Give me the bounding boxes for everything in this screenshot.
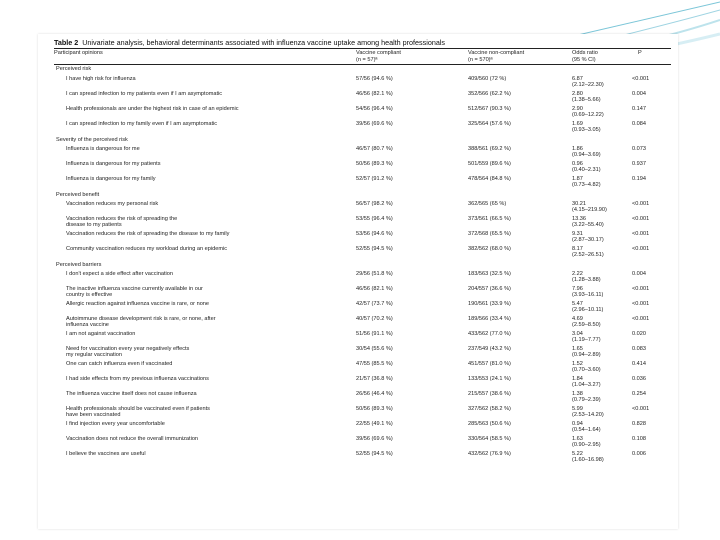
odds-ratio-cell <box>572 76 632 90</box>
cell-text: 52/55 (94.5 %) <box>356 245 393 252</box>
cell-text: 52/57 (91.2 %) <box>356 175 393 182</box>
cell-text: 1.84 <box>572 375 583 382</box>
odds-ratio-cell <box>572 216 632 230</box>
compliant-cell <box>356 231 456 238</box>
noncompliant-cell <box>468 331 568 338</box>
cell-text: <0.001 <box>632 200 650 207</box>
noncompliant-cell <box>468 271 568 278</box>
opinion-cell <box>66 286 366 300</box>
cell-text: (2.87–30.17) <box>572 237 604 244</box>
cell-text: 478/564 (84.8 %) <box>468 175 511 182</box>
noncompliant-cell <box>468 301 568 308</box>
noncompliant-cell <box>468 391 568 398</box>
compliant-cell <box>356 176 456 183</box>
header-line: Odds ratio <box>572 50 598 56</box>
cell-text: 388/561 (69.2 %) <box>468 145 511 152</box>
opinion-cell <box>66 246 366 253</box>
cell-text: I can spread infection to my family even if I am asymptomatic <box>66 120 218 127</box>
cell-text: 51/56 (91.1 %) <box>356 330 393 337</box>
cell-text: Perceived benefit <box>56 191 100 198</box>
header-rule <box>54 64 671 65</box>
p-value-cell <box>632 271 672 278</box>
cell-text: The influenza vaccine itself does not cause influenza <box>66 390 197 397</box>
cell-text: 1.65 <box>572 345 583 352</box>
p-value-cell <box>632 301 672 308</box>
odds-ratio-cell <box>572 331 632 345</box>
cell-text: 373/561 (66.5 %) <box>468 215 511 222</box>
cell-text: 204/557 (36.6 %) <box>468 285 511 292</box>
opinion-cell <box>66 301 366 308</box>
cell-text: Community vaccination reduces my workload during an epidemic <box>66 245 228 252</box>
noncompliant-cell <box>468 346 568 353</box>
cell-text: Autoimmune disease development risk is rare, or none, after <box>66 315 216 322</box>
header-line: (n = 570)ª <box>468 56 493 63</box>
header-vaccine-compliant <box>356 50 401 63</box>
header-line: (95 % CI) <box>572 56 596 63</box>
header-participant-opinions <box>54 50 103 57</box>
cell-text: (0.94–2.89) <box>572 352 601 359</box>
odds-ratio-cell <box>572 346 632 360</box>
p-value-cell <box>632 421 672 428</box>
p-value-cell <box>632 346 672 353</box>
cell-text: 0.083 <box>632 345 646 352</box>
opinion-cell <box>66 331 366 338</box>
cell-text: 40/57 (70.2 %) <box>356 315 393 322</box>
cell-text: <0.001 <box>632 215 650 222</box>
noncompliant-cell <box>468 176 568 183</box>
cell-text: I don't expect a side effect after vaccination <box>66 270 173 277</box>
cell-text: 30.21 <box>572 200 586 207</box>
compliant-cell <box>356 346 456 353</box>
cell-text: (2.59–8.50) <box>572 322 601 329</box>
cell-text: 0.96 <box>572 160 583 167</box>
odds-ratio-cell <box>572 316 632 330</box>
cell-text: 189/566 (33.4 %) <box>468 315 511 322</box>
cell-text: Vaccination reduces the risk of spreading the disease to my family <box>66 230 230 237</box>
cell-text: One can catch influenza even if vaccinated <box>66 360 173 367</box>
cell-text: (0.79–2.39) <box>572 397 601 404</box>
compliant-cell <box>356 421 456 428</box>
cell-text: 2.90 <box>572 105 583 112</box>
noncompliant-cell <box>468 436 568 443</box>
p-value-cell <box>632 286 672 293</box>
cell-text: 56/57 (98.2 %) <box>356 200 393 207</box>
cell-text: <0.001 <box>632 75 650 82</box>
cell-text: I have high risk for influenza <box>66 75 136 82</box>
cell-text: 133/553 (24.1 %) <box>468 375 511 382</box>
p-value-cell <box>632 391 672 398</box>
cell-text: 0.94 <box>572 420 583 427</box>
compliant-cell <box>356 406 456 413</box>
compliant-cell <box>356 201 456 208</box>
cell-text: 501/559 (89.6 %) <box>468 160 511 167</box>
cell-text: 29/56 (51.8 %) <box>356 270 393 277</box>
opinion-cell <box>66 436 366 443</box>
cell-text: Vaccination does not reduce the overall immunization <box>66 435 199 442</box>
p-value-cell <box>632 121 672 128</box>
cell-text: Perceived risk <box>56 66 92 72</box>
cell-text: Allergic reaction against influenza vaccine is rare, or none <box>66 300 210 307</box>
opinion-cell <box>66 216 366 230</box>
cell-text: Vaccination reduces my personal risk <box>66 200 159 207</box>
cell-text: 3.04 <box>572 330 583 337</box>
noncompliant-cell <box>468 146 568 153</box>
cell-text: Health professionals should be vaccinated even if patients <box>66 405 210 412</box>
p-value-cell <box>632 231 672 238</box>
odds-ratio-cell <box>572 201 632 215</box>
p-value-cell <box>632 331 672 338</box>
noncompliant-cell <box>468 376 568 383</box>
p-value-cell <box>632 76 672 83</box>
cell-text: (0.69–12.22) <box>572 112 604 119</box>
compliant-cell <box>356 121 456 128</box>
compliant-cell <box>356 286 456 293</box>
cell-text: <0.001 <box>632 405 650 412</box>
opinion-cell <box>66 391 366 398</box>
cell-text: 4.69 <box>572 315 583 322</box>
compliant-cell <box>356 391 456 398</box>
cell-text: I am not against vaccination <box>66 330 136 337</box>
compliant-cell <box>356 301 456 308</box>
p-value-cell <box>632 246 672 253</box>
opinion-cell <box>66 421 366 428</box>
cell-text: Need for vaccination every year negatively effects <box>66 345 190 352</box>
odds-ratio-cell <box>572 161 632 175</box>
cell-text: 0.036 <box>632 375 646 382</box>
opinion-cell <box>66 146 366 153</box>
cell-text: (2.12–22.30) <box>572 82 604 89</box>
cell-text: (4.15–219.90) <box>572 207 607 214</box>
cell-text: (0.94–3.69) <box>572 152 601 159</box>
opinion-cell <box>66 161 366 168</box>
compliant-cell <box>356 331 456 338</box>
cell-text: Perceived barriers <box>56 261 102 268</box>
cell-text: 0.073 <box>632 145 646 152</box>
cell-text: 5.99 <box>572 405 583 412</box>
cell-text: (0.54–1.64) <box>572 427 601 434</box>
cell-text: 13.36 <box>572 215 586 222</box>
p-value-cell <box>632 91 672 98</box>
cell-text: 53/55 (96.4 %) <box>356 215 393 222</box>
cell-text: 327/562 (58.2 %) <box>468 405 511 412</box>
noncompliant-cell <box>468 286 568 293</box>
noncompliant-cell <box>468 231 568 238</box>
odds-ratio-cell <box>572 106 632 120</box>
cell-text: I find injection every year uncomfortable <box>66 420 165 427</box>
cell-text: (2.52–26.51) <box>572 252 604 259</box>
noncompliant-cell <box>468 216 568 223</box>
odds-ratio-cell <box>572 176 632 190</box>
section-label <box>56 137 356 144</box>
cell-text: 52/55 (94.5 %) <box>356 450 393 457</box>
cell-text: 50/56 (89.3 %) <box>356 160 393 167</box>
cell-text: disease to my patients <box>66 222 122 229</box>
cell-text: 57/56 (94.6 %) <box>356 75 393 82</box>
cell-text: 46/56 (82.1 %) <box>356 90 393 97</box>
cell-text: (1.04–3.27) <box>572 382 601 389</box>
cell-text: 362/565 (65 %) <box>468 200 507 207</box>
cell-text: 285/563 (50.6 %) <box>468 420 511 427</box>
compliant-cell <box>356 106 456 113</box>
cell-text: 46/56 (82.1 %) <box>356 285 393 292</box>
odds-ratio-cell <box>572 451 632 465</box>
odds-ratio-cell <box>572 406 632 420</box>
header-line: (n = 57)ª <box>356 56 378 63</box>
noncompliant-cell <box>468 91 568 98</box>
cell-text: 9.31 <box>572 230 583 237</box>
noncompliant-cell <box>468 316 568 323</box>
cell-text: 0.020 <box>632 330 646 337</box>
compliant-cell <box>356 361 456 368</box>
p-value-cell <box>632 216 672 223</box>
cell-text: 512/567 (90.3 %) <box>468 105 511 112</box>
p-value-cell <box>632 436 672 443</box>
cell-text: Vaccination reduces the risk of spreading the <box>66 215 178 222</box>
header-p-value <box>638 50 642 57</box>
cell-text: 46/57 (80.7 %) <box>356 145 393 152</box>
compliant-cell <box>356 271 456 278</box>
cell-text: 1.86 <box>572 145 583 152</box>
cell-text: (0.93–3.05) <box>572 127 601 134</box>
cell-text: 0.414 <box>632 360 646 367</box>
compliant-cell <box>356 216 456 223</box>
odds-ratio-cell <box>572 246 632 260</box>
cell-text: I had side effects from my previous influenza vaccinations <box>66 375 209 382</box>
cell-text: 215/557 (38.6 %) <box>468 390 511 397</box>
odds-ratio-cell <box>572 421 632 435</box>
cell-text: 451/557 (81.0 %) <box>468 360 511 367</box>
cell-text: 53/56 (94.6 %) <box>356 230 393 237</box>
cell-text: 30/54 (55.6 %) <box>356 345 393 352</box>
cell-text: <0.001 <box>632 245 650 252</box>
compliant-cell <box>356 161 456 168</box>
cell-text: (0.70–3.60) <box>572 367 601 374</box>
cell-text: have been vaccinated <box>66 412 121 419</box>
cell-text: 54/56 (96.4 %) <box>356 105 393 112</box>
cell-text: 325/564 (57.6 %) <box>468 120 511 127</box>
table-document <box>38 34 678 529</box>
cell-text: 330/564 (58.5 %) <box>468 435 511 442</box>
cell-text: 50/56 (89.3 %) <box>356 405 393 412</box>
cell-text: 372/568 (65.5 %) <box>468 230 511 237</box>
cell-text: (2.53–14.20) <box>572 412 604 419</box>
noncompliant-cell <box>468 121 568 128</box>
opinion-cell <box>66 376 366 383</box>
odds-ratio-cell <box>572 231 632 245</box>
header-line: P <box>638 50 642 56</box>
cell-text: 39/56 (69.6 %) <box>356 120 393 127</box>
cell-text: <0.001 <box>632 285 650 292</box>
cell-text: 0.828 <box>632 420 646 427</box>
cell-text: 409/560 (72 %) <box>468 75 507 82</box>
cell-text: 190/561 (33.9 %) <box>468 300 511 307</box>
opinion-cell <box>66 76 366 83</box>
noncompliant-cell <box>468 76 568 83</box>
noncompliant-cell <box>468 161 568 168</box>
cell-text: 0.004 <box>632 90 646 97</box>
cell-text: I can spread infection to my patients even if I am asymptomatic <box>66 90 223 97</box>
cell-text: Influenza is dangerous for my patients <box>66 160 161 167</box>
header-line: Vaccine compliant <box>356 50 401 56</box>
cell-text: (0.40–2.31) <box>572 167 601 174</box>
compliant-cell <box>356 451 456 458</box>
table-title <box>54 38 445 47</box>
cell-text: (3.93–16.11) <box>572 292 604 299</box>
cell-text: 26/56 (46.4 %) <box>356 390 393 397</box>
cell-text: 2.22 <box>572 270 583 277</box>
noncompliant-cell <box>468 406 568 413</box>
noncompliant-cell <box>468 106 568 113</box>
opinion-cell <box>66 451 366 458</box>
compliant-cell <box>356 436 456 443</box>
cell-text: (1.60–16.98) <box>572 457 604 464</box>
cell-text: I believe the vaccines are useful <box>66 450 146 457</box>
cell-text: (3.22–55.40) <box>572 222 604 229</box>
cell-text: Severity of the perceived risk <box>56 136 128 143</box>
odds-ratio-cell <box>572 286 632 300</box>
cell-text: 22/55 (49.1 %) <box>356 420 393 427</box>
cell-text: 1.63 <box>572 435 583 442</box>
compliant-cell <box>356 76 456 83</box>
opinion-cell <box>66 106 366 113</box>
cell-text: (1.38–5.66) <box>572 97 601 104</box>
opinion-cell <box>66 271 366 278</box>
p-value-cell <box>632 406 672 413</box>
cell-text: 0.937 <box>632 160 646 167</box>
cell-text: my regular vaccination <box>66 352 122 359</box>
odds-ratio-cell <box>572 91 632 105</box>
cell-text: 42/57 (73.7 %) <box>356 300 393 307</box>
p-value-cell <box>632 146 672 153</box>
cell-text: 0.147 <box>632 105 646 112</box>
section-label <box>56 66 356 73</box>
opinion-cell <box>66 406 366 420</box>
cell-text: 39/56 (69.6 %) <box>356 435 393 442</box>
cell-text: 0.084 <box>632 120 646 127</box>
odds-ratio-cell <box>572 361 632 375</box>
p-value-cell <box>632 376 672 383</box>
p-value-cell <box>632 176 672 183</box>
cell-text: 0.006 <box>632 450 646 457</box>
odds-ratio-cell <box>572 391 632 405</box>
cell-text: <0.001 <box>632 300 650 307</box>
p-value-cell <box>632 106 672 113</box>
cell-text: 8.17 <box>572 245 583 252</box>
opinion-cell <box>66 91 366 98</box>
opinion-cell <box>66 176 366 183</box>
cell-text: <0.001 <box>632 315 650 322</box>
cell-text: (2.96–10.11) <box>572 307 604 314</box>
cell-text: (1.28–3.88) <box>572 277 601 284</box>
cell-text: country is effective <box>66 292 113 299</box>
p-value-cell <box>632 201 672 208</box>
cell-text: 0.108 <box>632 435 646 442</box>
cell-text: 183/563 (32.5 %) <box>468 270 511 277</box>
cell-text: 5.22 <box>572 450 583 457</box>
cell-text: 1.87 <box>572 175 583 182</box>
noncompliant-cell <box>468 201 568 208</box>
odds-ratio-cell <box>572 301 632 315</box>
opinion-cell <box>66 201 366 208</box>
p-value-cell <box>632 316 672 323</box>
odds-ratio-cell <box>572 376 632 390</box>
cell-text: 5.47 <box>572 300 583 307</box>
cell-text: Influenza is dangerous for me <box>66 145 140 152</box>
table-caption: Univariate analysis, behavioral determinants associated with influenza vaccine uptake among health professionals <box>82 38 446 47</box>
compliant-cell <box>356 376 456 383</box>
cell-text: (0.90–2.95) <box>572 442 601 449</box>
cell-text: 0.194 <box>632 175 646 182</box>
p-value-cell <box>632 361 672 368</box>
noncompliant-cell <box>468 451 568 458</box>
cell-text: 382/562 (68.0 %) <box>468 245 511 252</box>
odds-ratio-cell <box>572 146 632 160</box>
top-rule <box>54 48 671 49</box>
cell-text: (1.19–7.77) <box>572 337 601 344</box>
odds-ratio-cell <box>572 271 632 285</box>
cell-text: Health professionals are under the highest risk in case of an epidemic <box>66 105 239 112</box>
compliant-cell <box>356 246 456 253</box>
header-vaccine-noncompliant <box>468 50 524 63</box>
noncompliant-cell <box>468 361 568 368</box>
cell-text: 2.80 <box>572 90 583 97</box>
cell-text: 6.87 <box>572 75 583 82</box>
cell-text: 0.254 <box>632 390 646 397</box>
opinion-cell <box>66 121 366 128</box>
opinion-cell <box>66 231 366 238</box>
cell-text: 352/566 (62.2 %) <box>468 90 511 97</box>
cell-text: 1.38 <box>572 390 583 397</box>
cell-text: 237/549 (43.2 %) <box>468 345 511 352</box>
cell-text: influenza vaccine <box>66 322 109 329</box>
cell-text: (0.73–4.82) <box>572 182 601 189</box>
table-number: Table 2 <box>54 38 79 47</box>
compliant-cell <box>356 146 456 153</box>
cell-text: 7.96 <box>572 285 583 292</box>
odds-ratio-cell <box>572 121 632 135</box>
compliant-cell <box>356 91 456 98</box>
p-value-cell <box>632 161 672 168</box>
cell-text: 47/55 (85.5 %) <box>356 360 393 367</box>
p-value-cell <box>632 451 672 458</box>
cell-text: 1.69 <box>572 120 583 127</box>
header-line: Participant opinions <box>54 50 103 56</box>
compliant-cell <box>356 316 456 323</box>
noncompliant-cell <box>468 421 568 428</box>
opinion-cell <box>66 361 366 368</box>
opinion-cell <box>66 316 366 330</box>
cell-text: 432/562 (76.9 %) <box>468 450 511 457</box>
section-label <box>56 192 356 199</box>
cell-text: <0.001 <box>632 230 650 237</box>
noncompliant-cell <box>468 246 568 253</box>
cell-text: 433/562 (77.0 %) <box>468 330 511 337</box>
cell-text: 21/57 (36.8 %) <box>356 375 393 382</box>
cell-text: The inactive influenza vaccine currently available in our <box>66 285 203 292</box>
odds-ratio-cell <box>572 436 632 450</box>
opinion-cell <box>66 346 366 360</box>
section-label <box>56 262 356 269</box>
cell-text: Influenza is dangerous for my family <box>66 175 156 182</box>
header-odds-ratio <box>572 50 598 63</box>
cell-text: 1.52 <box>572 360 583 367</box>
cell-text: 0.004 <box>632 270 646 277</box>
header-line: Vaccine non-compliant <box>468 50 525 56</box>
